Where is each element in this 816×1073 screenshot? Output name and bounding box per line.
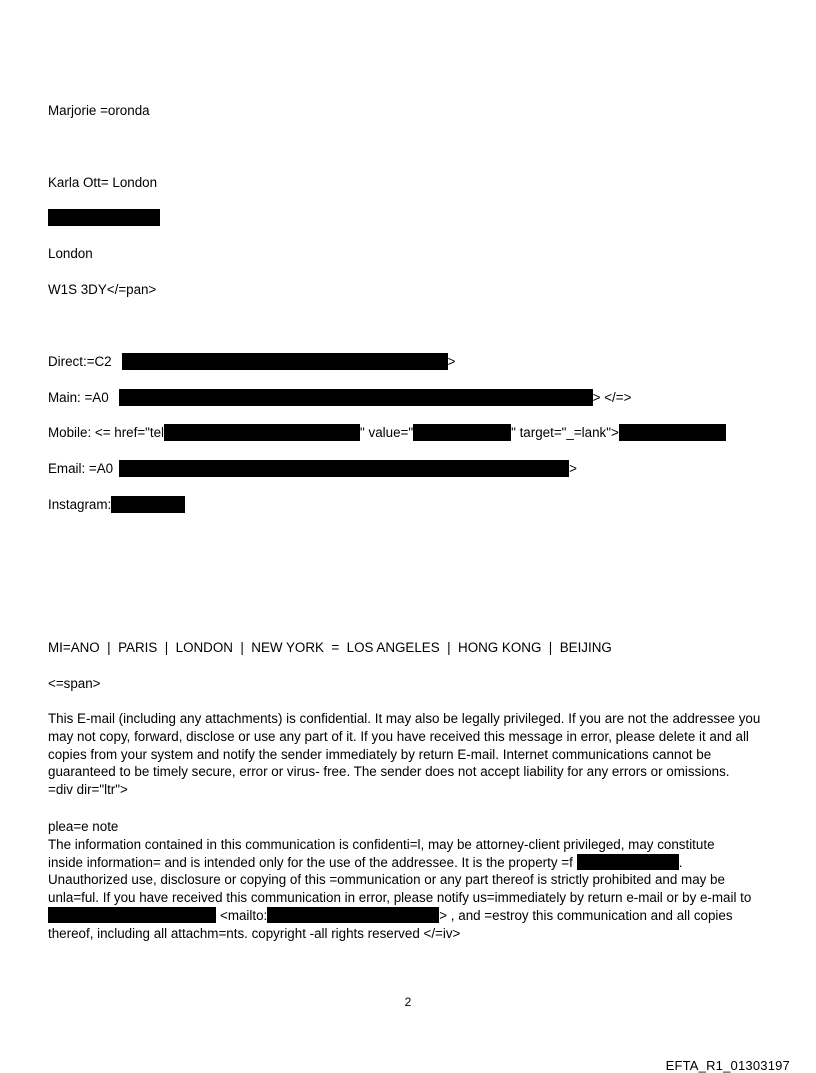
notice	[48, 818, 788, 943]
redaction	[122, 353, 448, 370]
notice-line: unla=ful. If you have received this communication in error, please notify us=immediately by return e-mail or by e-mail to	[48, 890, 752, 906]
notice-line-text: .	[678, 854, 683, 870]
notice-line	[48, 854, 788, 872]
mobile-mid2: " target="_=lank">	[511, 425, 619, 440]
direct-line	[48, 353, 455, 371]
span-close-line	[48, 675, 101, 693]
redaction	[267, 907, 439, 923]
span-close: <=span>	[48, 676, 101, 691]
redaction	[619, 424, 726, 441]
email-line	[48, 460, 577, 478]
redaction	[119, 389, 593, 406]
mobile-line	[48, 424, 726, 442]
email-tail: >	[569, 461, 577, 476]
notice-line	[48, 907, 788, 925]
notice-line-text: > , and =estroy this communication and all copies	[439, 907, 733, 923]
disclaimer-line: may not copy, forward, disclose or use any part of it. If you have received this message in error, please delete it and all	[48, 728, 749, 744]
instagram-line	[48, 496, 185, 514]
postcode: W1S 3DY</=pan>	[48, 282, 157, 297]
document-id: EFTA_R1_01303197	[665, 1058, 790, 1073]
notice-line-text: <mailto:	[220, 907, 268, 923]
redacted-address	[48, 209, 160, 227]
city-line	[48, 245, 93, 263]
company-name: Karla Ott= London	[48, 175, 158, 190]
notice-line: The information contained in this communication is confidenti=l, may be attorney-client privileged, may constitute	[48, 836, 715, 852]
company-line	[48, 174, 157, 192]
city: London	[48, 246, 93, 261]
name-line	[48, 102, 150, 120]
notice-line: Unauthorized use, disclosure or copying of this =ommunication or any part thereof is strictly prohibited and may be	[48, 872, 725, 888]
redaction	[48, 907, 216, 923]
main-tail: > </=>	[592, 390, 632, 405]
main-line	[48, 389, 631, 407]
redaction	[119, 460, 569, 477]
instagram-label: Instagram:	[48, 497, 112, 512]
redaction	[111, 496, 185, 513]
page-number: 2	[404, 995, 412, 1009]
redaction	[577, 854, 679, 870]
disclaimer-line: copies from your system and notify the sender immediately by return E-mail. Internet communications cannot be	[48, 746, 712, 762]
direct-tail: >	[447, 354, 456, 369]
notice-heading: plea=e note	[48, 819, 119, 834]
postcode-line	[48, 281, 156, 299]
redaction	[164, 424, 360, 441]
mobile-label: Mobile: <= href="tel	[48, 425, 165, 440]
notice-line: thereof, including all attachm=nts. copyright -all rights reserved </=iv>	[48, 925, 461, 941]
direct-label: Direct:=C2	[48, 354, 112, 369]
disclaimer-line: This E-mail (including any attachments) is confidential. It may also be legally privileged. If you are not the addressee you	[48, 711, 761, 726]
mobile-mid1: " value="	[360, 425, 414, 440]
notice-line-text: inside information= and is intended only for the use of the addressee. It is the property =f	[48, 854, 573, 870]
main-label: Main: =A0	[48, 390, 109, 405]
redaction	[413, 424, 511, 441]
email-label: Email: =A0	[48, 461, 114, 476]
sender-name: Marjorie =oronda	[48, 103, 150, 118]
disclaimer	[48, 710, 788, 799]
disclaimer-line: =div dir="ltr">	[48, 782, 128, 798]
cities: MI=ANO | PARIS | LONDON | NEW YORK = LOS ANGELES | HONG KONG | BEIJING	[48, 640, 612, 655]
cities-line	[48, 639, 612, 657]
disclaimer-line: guaranteed to be timely secure, error or virus- free. The sender does not accept liability for any errors or omissions.	[48, 764, 730, 780]
